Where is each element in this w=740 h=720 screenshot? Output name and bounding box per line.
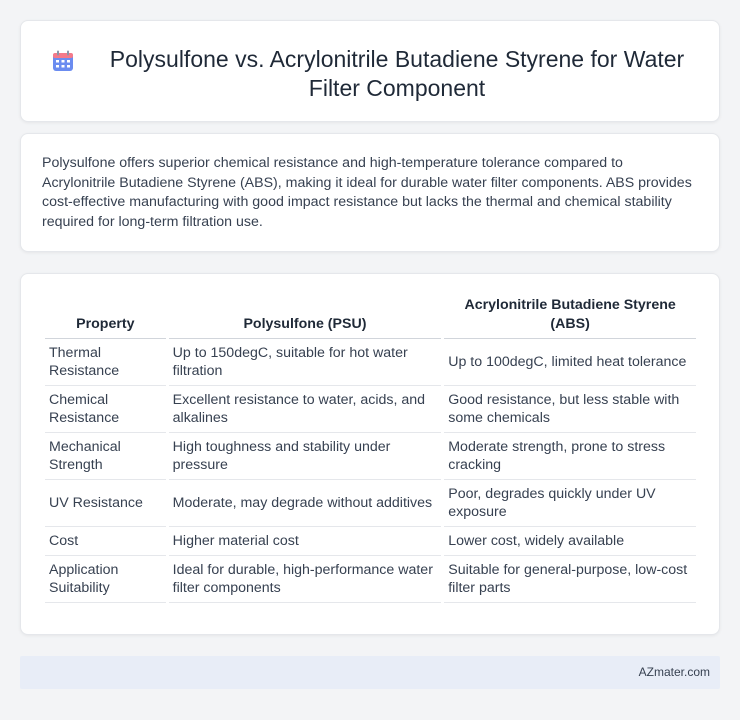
title-card <box>20 20 720 122</box>
abs-cell: Up to 100degC, limited heat tolerance <box>444 339 696 386</box>
psu-cell: Ideal for durable, high-performance water filter components <box>169 556 442 603</box>
table-row <box>45 556 696 603</box>
psu-cell: Higher material cost <box>169 527 442 556</box>
comparison-table-card <box>20 273 720 635</box>
abs-cell: Suitable for general-purpose, low-cost filter parts <box>444 556 696 603</box>
psu-cell: Up to 150degC, suitable for hot water filtration <box>169 339 442 386</box>
table-row <box>45 480 696 527</box>
property-cell: Cost <box>45 527 166 556</box>
table-header-row <box>45 295 696 339</box>
header-polysulfone: Polysulfone (PSU) <box>169 295 442 339</box>
page-title: Polysulfone vs. Acrylonitrile Butadiene Styrene for Water Filter Component <box>109 46 685 101</box>
abs-cell: Moderate strength, prone to stress cracking <box>444 433 696 480</box>
comparison-table <box>42 295 699 603</box>
header-property: Property <box>45 295 166 339</box>
abs-cell: Lower cost, widely available <box>444 527 696 556</box>
property-cell: Application Suitability <box>45 556 166 603</box>
summary-text: Polysulfone offers superior chemical resistance and high-temperature tolerance compared to Acrylonitrile Butadiene Styrene (ABS), making it ideal for durable water filter components. ABS provides cost-effective manufacturing with good impact resistance but lacks the thermal and chemical stability required for long-term filtration use. <box>42 155 692 230</box>
table-row <box>45 527 696 556</box>
table-row <box>45 433 696 480</box>
table-row <box>45 339 696 386</box>
table-row <box>45 386 696 433</box>
property-cell: Mechanical Strength <box>45 433 166 480</box>
property-cell: Thermal Resistance <box>45 339 166 386</box>
footer-bar <box>20 656 720 689</box>
property-cell: UV Resistance <box>45 480 166 527</box>
header-abs: Acrylonitrile Butadiene Styrene (ABS) <box>444 295 696 339</box>
abs-cell: Good resistance, but less stable with some chemicals <box>444 386 696 433</box>
summary-card <box>20 133 720 252</box>
psu-cell: Excellent resistance to water, acids, and alkalines <box>169 386 442 433</box>
footer-brand: AZmater.com <box>638 665 710 679</box>
psu-cell: High toughness and stability under pressure <box>169 433 442 480</box>
property-cell: Chemical Resistance <box>45 386 166 433</box>
psu-cell: Moderate, may degrade without additives <box>169 480 442 527</box>
abs-cell: Poor, degrades quickly under UV exposure <box>444 480 696 527</box>
